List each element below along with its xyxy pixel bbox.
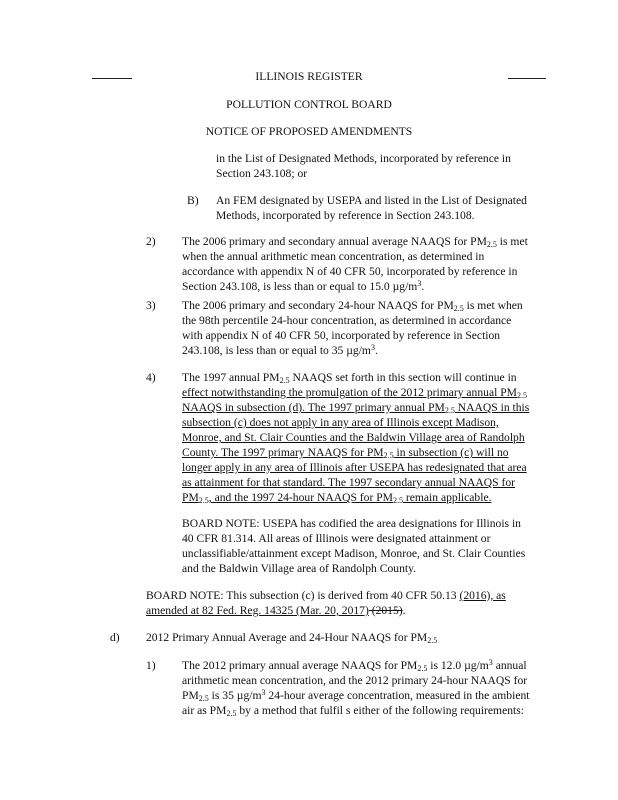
item-b-line-1: An FEM designated by USEPA and listed in the List of Designated	[216, 194, 527, 207]
section-d-marker: d)	[110, 631, 120, 644]
item-4-line-7: longer apply in any area of Illinois after USEPA has redesignated that area	[182, 461, 527, 474]
item-4-line-5: Monroe, and St. Clair Counties and the Baldwin Village area of Randolph	[182, 431, 525, 444]
item-4-line-9: $PM_{2.5}$, and the 1997 24-hour NAAQS for $PM_{2.5}$ remain applicable.	[182, 491, 492, 505]
item-3-line-4: 243.108, is less than or equal to 35 $\mu g/m^3$.	[182, 343, 378, 357]
item-4-line-4: subsection (c) does not apply in any area of Illinois except Madison,	[182, 416, 499, 429]
item-2-marker: 2)	[146, 235, 156, 248]
item-3-line-1: The 2006 primary and secondary 24-hour NAAQS for $PM_{2.5}$ is met when	[182, 299, 523, 313]
note-4-line-1: BOARD NOTE: USEPA has codified the area designations for Illinois in	[182, 517, 521, 530]
item-d1-line-3: $PM_{2.5}$ is 35 $\mu g/m^3$ 24-hour average concentration, measured in the ambient	[182, 688, 530, 703]
item-3-line-2: the 98th percentile 24-hour concentration, as determined in accordance	[182, 314, 512, 327]
item-4-line-8: as attainment for that standard. The 1997 secondary annual NAAQS for	[182, 476, 516, 489]
note-4-line-2: 40 CFR 81.314. All areas of Illinois were designated attainment or	[182, 532, 491, 545]
item-2-line-4: Section 243.108, is less than or equal to 15.0 $\mu g/m^3$.	[182, 279, 425, 293]
item-4-line-6: County. The 1997 primary NAAQS for $PM_{2.5}$ in subsection (c) will no	[182, 446, 509, 460]
item-4-marker: 4)	[146, 371, 156, 384]
section-d-title: 2012 Primary Annual Average and 24-Hour NAAQS for $PM_{2.5}$	[146, 631, 438, 645]
item-b-marker: B)	[187, 194, 199, 207]
register-title: ILLINOIS REGISTER	[255, 70, 363, 83]
note-4-line-4: and the Baldwin Village area of Randolph County.	[182, 562, 417, 575]
item-4-line-1: The 1997 annual $PM_{2.5}$ NAAQS set forth in this section will continue in	[182, 371, 517, 385]
item-2-line-3: accordance with appendix N of 40 CFR 50, incorporated by reference in	[182, 265, 518, 278]
item-4-line-2: effect notwithstanding the promulgation of the 2012 primary annual $PM_{2.5}$	[182, 386, 527, 400]
item-d1-line-1: The 2012 primary annual average NAAQS for $PM_{2.5}$ is 12.0 $\mu g/m^3$ annual	[182, 658, 527, 673]
note-c-line-1: BOARD NOTE: This subsection (c) is derived from 40 CFR 50.13 (2016), as	[146, 589, 506, 602]
item-2-line-1: The 2006 primary and secondary annual average NAAQS for $PM_{2.5}$ is met	[182, 235, 528, 249]
item-b-line-2: Methods, incorporated by reference in Section 243.108.	[216, 209, 475, 222]
board-title: POLLUTION CONTROL BOARD	[226, 98, 392, 111]
note-4-line-3: unclassifiable/attainment except Madison, Monroe, and St. Clair Counties	[182, 547, 526, 560]
item-d1-line-2: arithmetic mean concentration, and the 2012 primary 24-hour NAAQS for	[182, 674, 528, 687]
item-d1-line-4: air as $PM_{2.5}$ by a method that fulfil s either of the following requirements:	[182, 704, 524, 718]
notice-title: NOTICE OF PROPOSED AMENDMENTS	[205, 125, 413, 138]
item-4-line-3: NAAQS in subsection (d). The 1997 primary annual $PM_{2.5}$ NAAQS in this	[182, 401, 530, 415]
item-3-line-3: with appendix N of 40 CFR 50, incorporated by reference in Section	[182, 329, 501, 342]
continuation-line-1: in the List of Designated Methods, incorporated by reference in	[216, 152, 511, 165]
item-2-line-2: when the annual arithmetic mean concentration, as determined in	[182, 250, 485, 263]
item-3-marker: 3)	[146, 299, 156, 312]
continuation-line-2: Section 243.108; or	[216, 167, 308, 180]
item-d1-marker: 1)	[146, 659, 156, 672]
note-c-line-2: amended at 82 Fed. Reg. 14325 (Mar. 20, 2017) (2015).	[146, 604, 406, 617]
